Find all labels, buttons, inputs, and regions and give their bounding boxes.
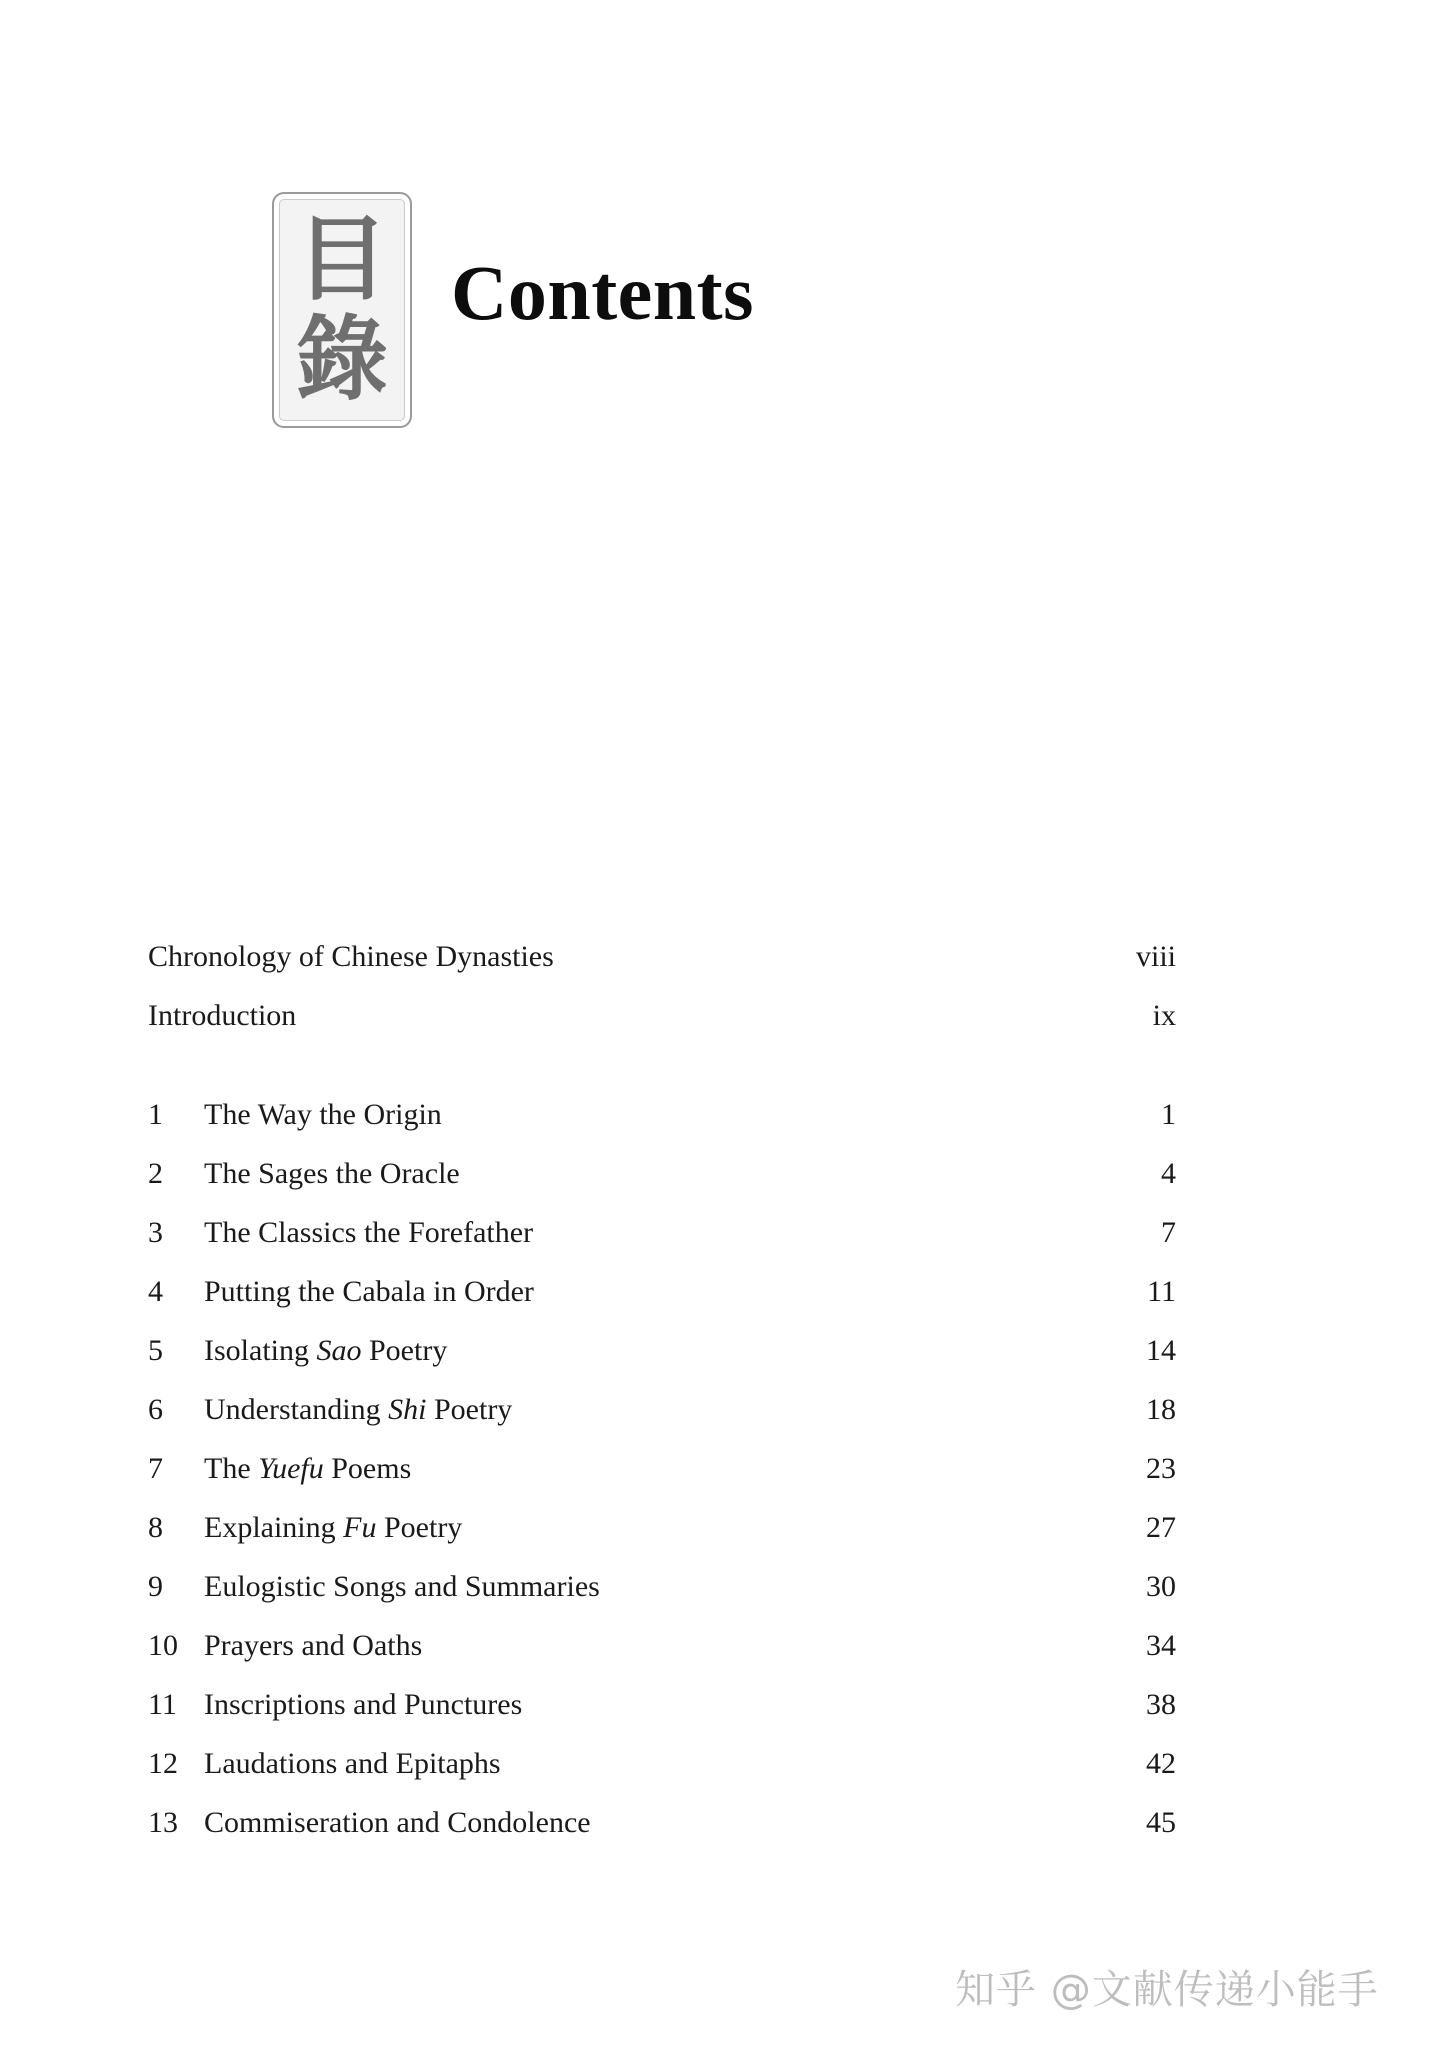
toc-page-number: 14 [1146, 1334, 1176, 1367]
toc-page-number: 23 [1146, 1452, 1176, 1485]
toc-entry-title [204, 1741, 501, 1787]
toc-title-text: Inscriptions and Punctures [204, 1688, 523, 1721]
toc-chapter-number: 4 [148, 1275, 163, 1308]
toc-entry-title [204, 1800, 591, 1846]
toc-title-text: Laudations and Epitaphs [204, 1747, 501, 1780]
toc-page-number: 45 [1146, 1806, 1176, 1839]
toc-page-number: 7 [1161, 1216, 1176, 1249]
toc-chapter-row[interactable] [148, 1682, 1176, 1728]
toc-title-text-end: Poetry [376, 1511, 463, 1544]
toc-chapter-number: 9 [148, 1570, 163, 1603]
toc-title-text-end: Poetry [426, 1393, 513, 1426]
toc-entry-title [204, 1446, 411, 1492]
toc-title-text: Isolating [204, 1334, 317, 1367]
toc-title-italic: Sao [316, 1334, 362, 1367]
toc-chapter-row[interactable] [148, 1564, 1176, 1610]
toc-title-text: Prayers and Oaths [204, 1629, 423, 1662]
toc-chapter-number: 11 [148, 1688, 177, 1721]
toc-chapter-row[interactable] [148, 1092, 1176, 1138]
toc-chapter-row[interactable] [148, 1505, 1176, 1551]
toc-page-number: 34 [1146, 1629, 1176, 1662]
toc-page-number: 1 [1161, 1098, 1176, 1131]
toc-page-number: 30 [1146, 1570, 1176, 1603]
toc-chapter-row[interactable] [148, 1446, 1176, 1492]
toc-chapter-number: 5 [148, 1334, 163, 1367]
toc-title-text: The Way the Origin [204, 1098, 442, 1131]
toc-title-text: Eulogistic Songs and Summaries [204, 1570, 600, 1603]
toc-front-chronology[interactable] [148, 934, 1176, 980]
toc-title-text: The Sages the Oracle [204, 1157, 460, 1190]
toc-page-number: 38 [1146, 1688, 1176, 1721]
toc-page-number: ix [1152, 999, 1176, 1032]
toc-page-number: 4 [1161, 1157, 1176, 1190]
toc-title-text: The [204, 1452, 259, 1485]
toc-entry-title [204, 1328, 447, 1374]
toc-entry-title [204, 1269, 534, 1315]
toc-chapter-row[interactable] [148, 1269, 1176, 1315]
toc-entry-title [204, 1210, 533, 1256]
toc-page-number: 18 [1146, 1393, 1176, 1426]
seal-stamp [272, 192, 412, 428]
toc-front-introduction[interactable] [148, 993, 1176, 1039]
toc-page-number: 42 [1146, 1747, 1176, 1780]
toc-title-text: Commiseration and Condolence [204, 1806, 591, 1839]
page-title: Contents [451, 249, 755, 336]
seal-char-top: 目 [295, 206, 388, 313]
toc-entry-title [204, 1564, 600, 1610]
toc-entry-title: Chronology of Chinese Dynasties [148, 940, 554, 973]
toc-entry-title [204, 1682, 522, 1728]
toc-page-number: 27 [1146, 1511, 1176, 1544]
toc-chapter-row[interactable] [148, 1151, 1176, 1197]
toc-entry-title [204, 1092, 442, 1138]
toc-entry-title [204, 1505, 462, 1551]
toc-title-text: Understanding [204, 1393, 389, 1426]
toc-title-text: Putting the Cabala in Order [204, 1275, 534, 1308]
toc-chapter-number: 3 [148, 1216, 163, 1249]
toc-page-number: viii [1135, 940, 1176, 973]
toc-title-text-end: Poetry [361, 1334, 448, 1367]
toc-title-italic: Yuefu [258, 1452, 324, 1485]
watermark-text: 知乎 @文献传递小能手 [955, 1967, 1379, 2013]
seal-char-bottom: 錄 [295, 306, 388, 413]
toc-chapter-number: 1 [148, 1098, 163, 1131]
toc-page-number: 11 [1147, 1275, 1176, 1308]
toc-entry-title [204, 1151, 460, 1197]
toc-chapter-row[interactable] [148, 1328, 1176, 1374]
toc-chapter-number: 10 [148, 1629, 178, 1662]
toc-chapter-number: 7 [148, 1452, 163, 1485]
toc-chapter-number: 13 [148, 1806, 178, 1839]
toc-entry-title: Introduction [148, 999, 297, 1032]
toc-chapter-number: 6 [148, 1393, 163, 1426]
toc-chapter-row[interactable] [148, 1623, 1176, 1669]
toc-entry-title [204, 1623, 422, 1669]
toc-chapter-row[interactable] [148, 1210, 1176, 1256]
toc-chapter-number: 12 [148, 1747, 178, 1780]
toc-title-text: The Classics the Forefather [204, 1216, 534, 1249]
toc-chapter-row[interactable] [148, 1387, 1176, 1433]
toc-chapter-row[interactable] [148, 1741, 1176, 1787]
toc-title-italic: Fu [343, 1511, 377, 1544]
toc-title-italic: Shi [388, 1393, 427, 1426]
toc-title-text: Explaining [204, 1511, 344, 1544]
toc-chapter-number: 2 [148, 1157, 163, 1190]
toc-title-text-end: Poems [323, 1452, 412, 1485]
toc-chapter-number: 8 [148, 1511, 163, 1544]
toc-entry-title [204, 1387, 512, 1433]
toc-chapter-row[interactable] [148, 1800, 1176, 1846]
